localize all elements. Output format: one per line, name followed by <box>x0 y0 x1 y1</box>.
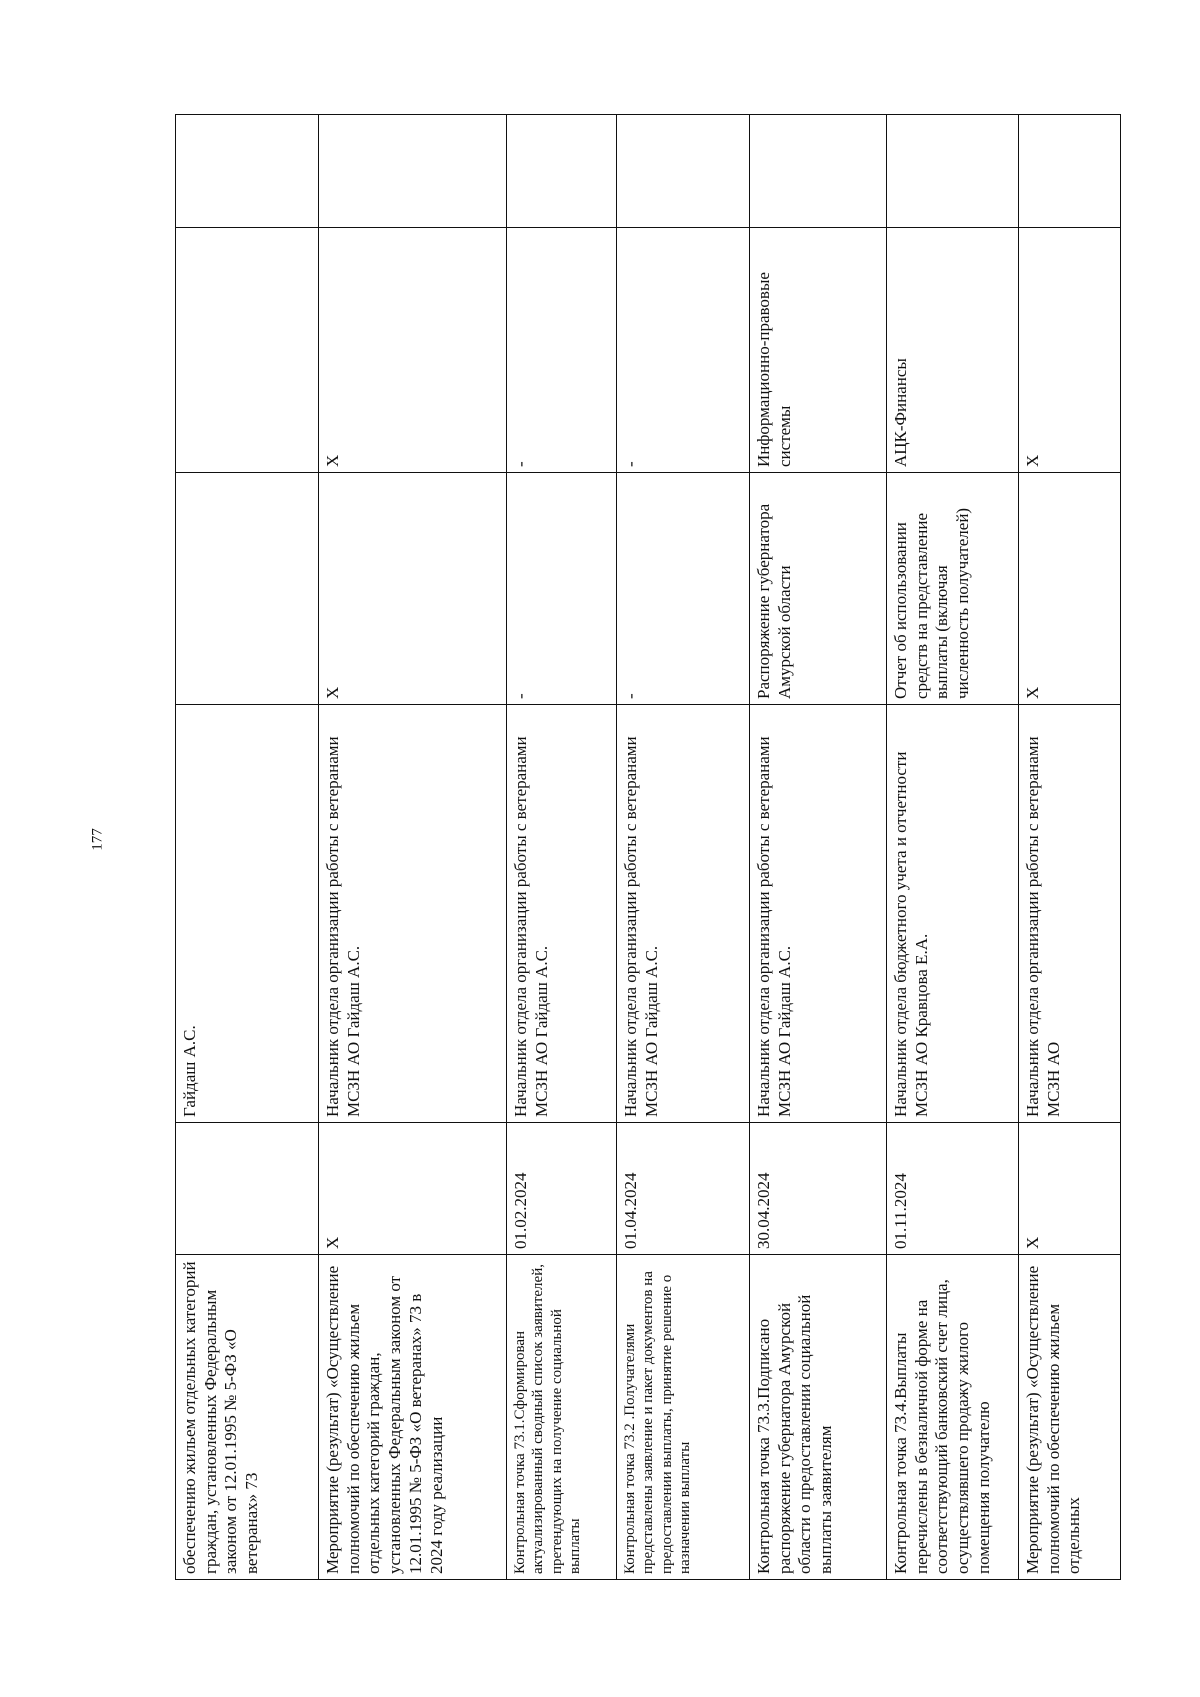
empty-cell <box>507 115 617 228</box>
empty-cell <box>750 115 887 228</box>
date-cell: 01.02.2024 <box>507 1123 617 1255</box>
responsible-cell: Начальник отдела организации работы с ветеранами МСЗН АО Гайдаш А.С. <box>750 705 887 1123</box>
empty-cell <box>887 115 1019 228</box>
document-cell: - <box>507 473 617 705</box>
date-cell: 30.04.2024 <box>750 1123 887 1255</box>
table-row <box>176 115 319 1580</box>
document-cell: Распоряжение губернатора Амурской области <box>750 473 887 705</box>
table-row <box>750 115 887 1580</box>
date-cell <box>176 1123 319 1255</box>
responsible-cell: Гайдаш А.С. <box>176 705 319 1123</box>
responsible-cell: Начальник отдела организации работы с ветеранами МСЗН АО Гайдаш А.С. <box>319 705 507 1123</box>
event-cell: Контрольная точка 73.4.Выплаты перечислены в безналичной форме на соответствующий банковский счет лица, осуществлявшего продажу жилого помещения получателю <box>887 1255 1019 1580</box>
info-system-cell: Х <box>1019 228 1121 473</box>
responsible-cell: Начальник отдела организации работы с ветеранами МСЗН АО Гайдаш А.С. <box>507 705 617 1123</box>
empty-cell <box>319 115 507 228</box>
event-cell: Контрольная точка 73.3.Подписано распоряжение губернатора Амурской области о предоставлении социальной выплаты заявителям <box>750 1255 887 1580</box>
responsible-cell: Начальник отдела организации работы с ветеранами МСЗН АО <box>1019 705 1121 1123</box>
document-cell: Х <box>319 473 507 705</box>
date-cell: 01.11.2024 <box>887 1123 1019 1255</box>
document-cell: Х <box>1019 473 1121 705</box>
event-cell: Контрольная точка 73.1.Сформирован актуализированный сводный список заявителей, претендующих на получение социальной выплаты <box>507 1255 617 1580</box>
responsible-cell: Начальник отдела организации работы с ветеранами МСЗН АО Гайдаш А.С. <box>617 705 750 1123</box>
empty-cell <box>617 115 750 228</box>
event-cell: Контрольная точка 73.2 .Получателями представлены заявление и пакет документов на предоставлении выплаты, принятие решение о назначении выплаты <box>617 1255 750 1580</box>
empty-cell <box>176 115 319 228</box>
table-row <box>319 115 507 1580</box>
event-cell: Мероприятие (результат) «Осуществление полномочий по обеспечению жильем отдельных <box>1019 1255 1121 1580</box>
responsible-cell: Начальник отдела бюджетного учета и отчетности МСЗН АО Кравцова Е.А. <box>887 705 1019 1123</box>
rotated-table-inner <box>175 115 1120 1580</box>
empty-cell <box>1019 115 1121 228</box>
rotated-table-wrapper <box>175 115 1120 1580</box>
table-row <box>887 115 1019 1580</box>
info-system-cell <box>176 228 319 473</box>
date-cell: 01.04.2024 <box>617 1123 750 1255</box>
page-number: 177 <box>89 828 106 851</box>
table-row <box>617 115 750 1580</box>
document-cell: - <box>617 473 750 705</box>
document-cell <box>176 473 319 705</box>
info-system-cell: - <box>507 228 617 473</box>
info-system-cell: АЦК-Финансы <box>887 228 1019 473</box>
table-row <box>1019 115 1121 1580</box>
info-system-cell: - <box>617 228 750 473</box>
info-system-cell: Х <box>319 228 507 473</box>
event-cell: Мероприятие (результат) «Осуществление полномочий по обеспечению жильем отдельных категорий граждан, установленных Федеральным законом от 12.01.1995 № 5-ФЗ «О ветеранах» 73 в 2024 году реализации <box>319 1255 507 1580</box>
date-cell: Х <box>319 1123 507 1255</box>
table-row <box>507 115 617 1580</box>
document-cell: Отчет об использовании средств на представление выплаты (включая численность получателей) <box>887 473 1019 705</box>
event-cell: обеспечению жильем отдельных категорий граждан, установленных Федеральным законом от 12.01.1995 № 5-ФЗ «О ветеранах» 73 <box>176 1255 319 1580</box>
plan-table <box>175 114 1121 1580</box>
date-cell: Х <box>1019 1123 1121 1255</box>
info-system-cell: Информационно-правовые системы <box>750 228 887 473</box>
